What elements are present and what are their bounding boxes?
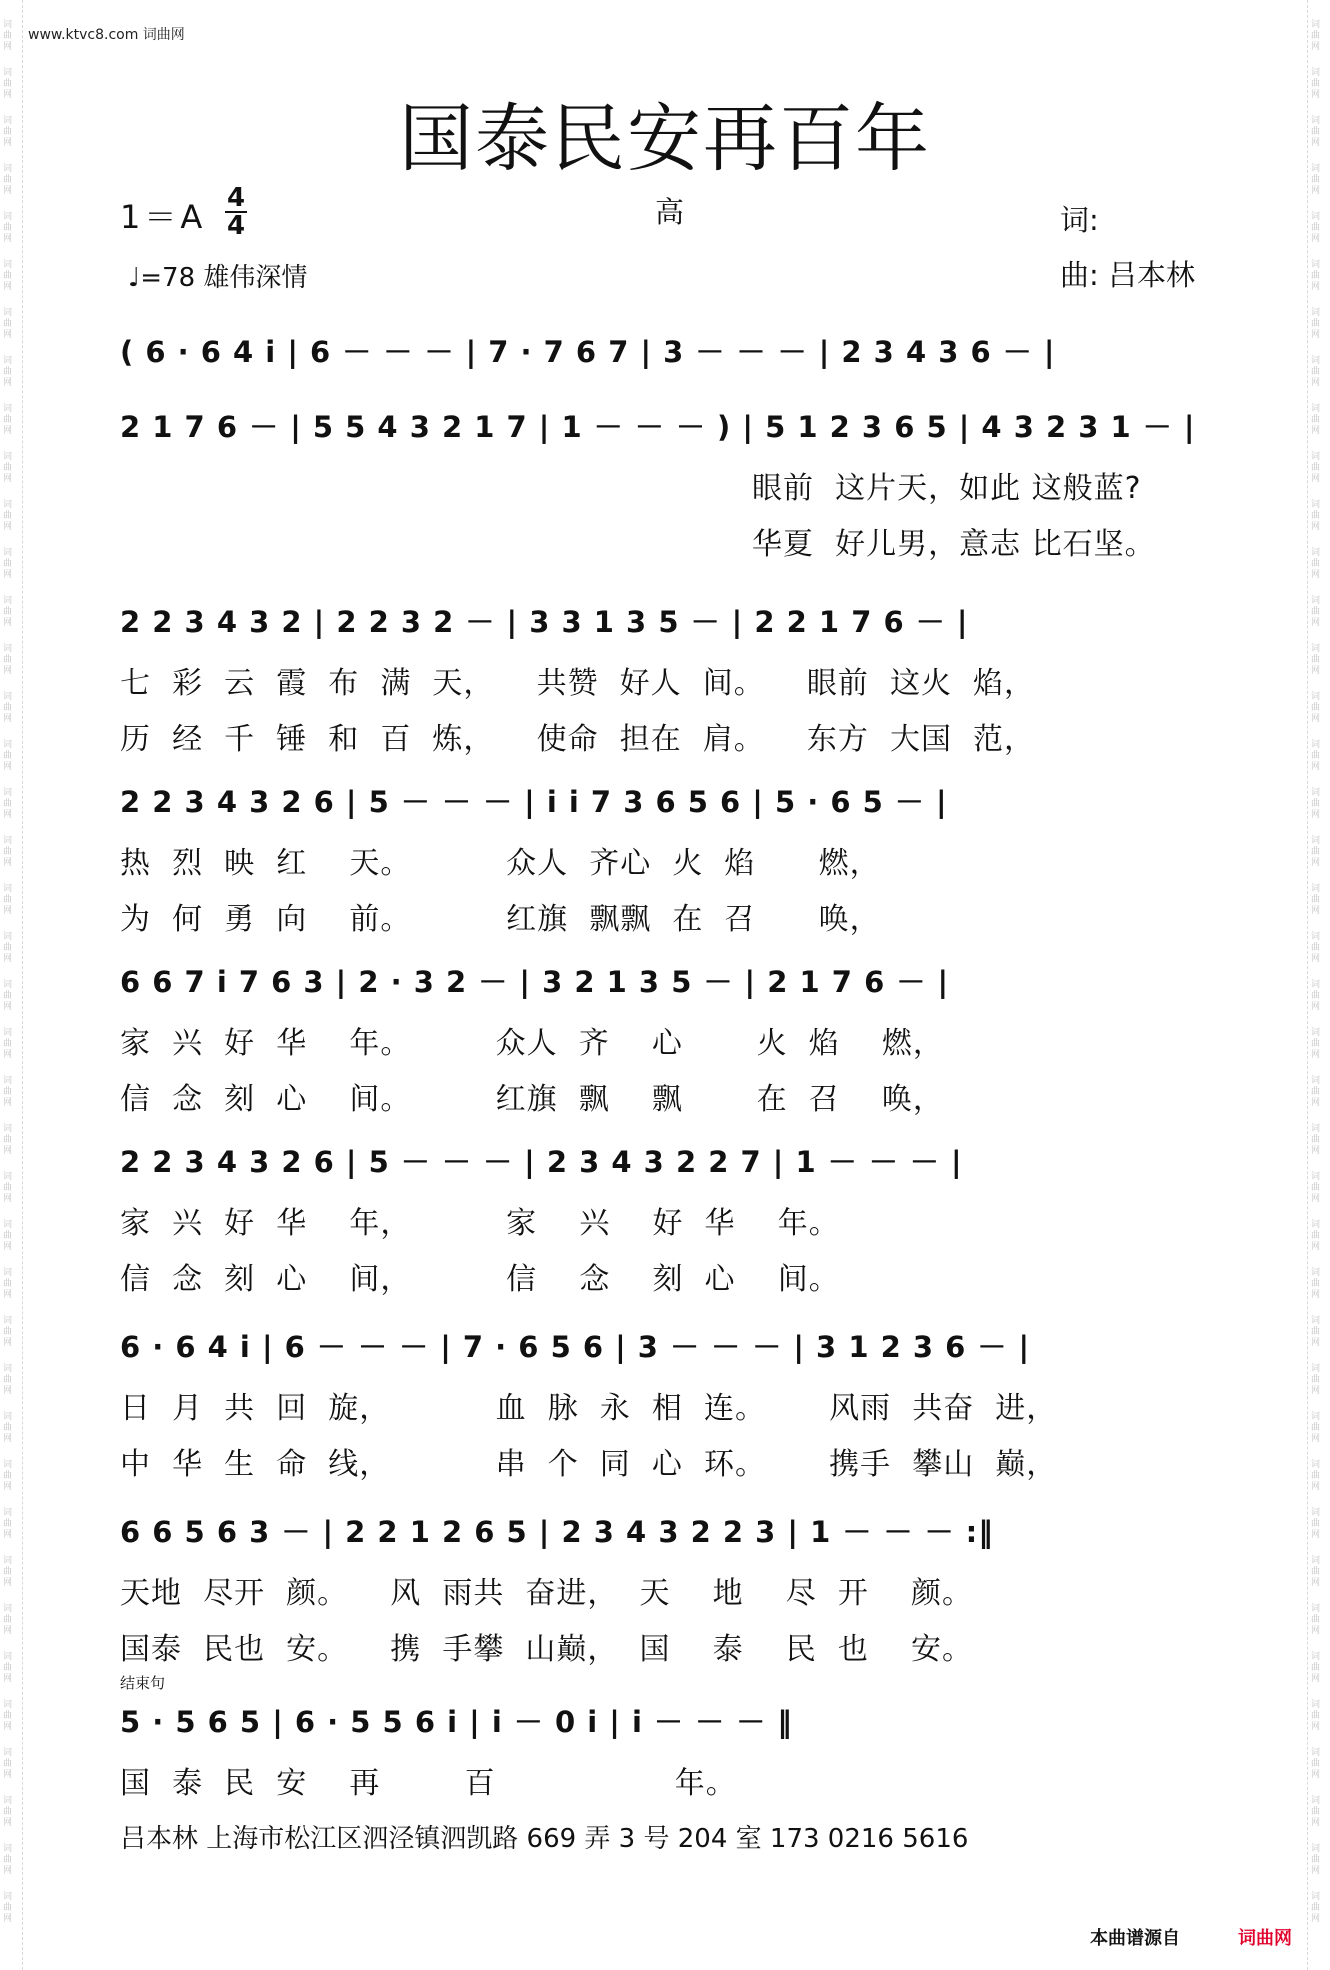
side-watermark-text: 词曲网 (3, 1220, 13, 1252)
side-watermark-text: 词曲网 (1311, 596, 1321, 628)
time-signature-top: 4 (226, 183, 246, 213)
side-watermark-text: 词曲网 (3, 788, 13, 820)
site-url: www.ktvc8.com 词曲网 (28, 27, 185, 43)
lyric-line: 眼前 这片天，如此 这般蓝? (752, 471, 1142, 506)
side-watermark-text: 词曲网 (3, 1172, 13, 1204)
side-watermark-text: 词曲网 (3, 692, 13, 724)
side-watermark-text: 词曲网 (3, 1508, 13, 1540)
side-watermark-text: 词曲网 (1311, 548, 1321, 580)
notation-line: 2 2 3 4 3 2 | 2 2 3 2 － | 3 3 1 3 5 － | 2 2 1 7 6 － | (120, 605, 969, 639)
side-watermark-text: 词曲网 (1311, 20, 1321, 52)
side-watermark-text: 词曲网 (1311, 1604, 1321, 1636)
side-watermark-text: 词曲网 (1311, 68, 1321, 100)
side-watermark-text: 词曲网 (1311, 1172, 1321, 1204)
lyric-line: 信 念 刻 心 间。 红旗 飘 飘 在 召 唤， (120, 1082, 944, 1117)
side-watermark-text: 词曲网 (1311, 1028, 1321, 1060)
notation-line: 2 2 3 4 3 2 6 | 5 － － － | 2 3 4 3 2 2 7 | 1 － － － | (120, 1145, 963, 1179)
side-watermark-text: 词曲网 (1311, 1556, 1321, 1588)
side-watermark-text: 词曲网 (1311, 1508, 1321, 1540)
key-signature: 1＝A (120, 198, 207, 236)
side-watermark-text: 词曲网 (3, 1844, 13, 1876)
composer-credit: 曲: 吕本林 (1060, 258, 1195, 292)
side-watermark-text: 词曲网 (3, 1268, 13, 1300)
side-watermark-text: 词曲网 (1311, 1748, 1321, 1780)
notation-line: 5 · 5 6 5 | 6 · 5 5 6 i | i － 0 i | i － － － ‖ (120, 1705, 793, 1739)
side-watermark-text: 词曲网 (3, 548, 13, 580)
side-watermark-text: 词曲网 (3, 1076, 13, 1108)
side-watermark-text: 词曲网 (1311, 1892, 1321, 1924)
side-watermark-text: 词曲网 (3, 980, 13, 1012)
notation-line: 2 1 7 6 － | 5 5 4 3 2 1 7 | 1 － － － ) | 5 1 2 3 6 5 | 4 3 2 3 1 － | (120, 410, 1196, 444)
side-watermark-text: 词曲网 (1311, 404, 1321, 436)
side-watermark-text: 词曲网 (1311, 740, 1321, 772)
lyric-line: 为 何 勇 向 前。 红旗 飘飘 在 召 唤， (120, 902, 881, 937)
lyricist-name: 高 (655, 195, 685, 229)
time-signature-bottom: 4 (226, 211, 246, 241)
right-margin-watermark-strip (1307, 0, 1330, 1970)
side-watermark-text: 词曲网 (1311, 452, 1321, 484)
footer-brand: 词曲网 (1238, 1928, 1292, 1949)
side-watermark-text: 词曲网 (1311, 1652, 1321, 1684)
contact-info: 吕本林 上海市松江区泗泾镇泗凯路 669 弄 3 号 204 室 173 0216 5616 (120, 1824, 969, 1854)
side-watermark-text: 词曲网 (3, 1556, 13, 1588)
side-watermark-text: 词曲网 (3, 164, 13, 196)
lyric-line: 家 兴 好 华 年， 家 兴 好 华 年。 (120, 1206, 840, 1241)
side-watermark-text: 词曲网 (3, 68, 13, 100)
side-watermark-text: 词曲网 (3, 308, 13, 340)
side-watermark-text: 词曲网 (3, 212, 13, 244)
song-title: 国泰民安再百年 (399, 96, 931, 182)
side-watermark-text: 词曲网 (3, 1700, 13, 1732)
side-watermark-text: 词曲网 (1311, 1844, 1321, 1876)
side-watermark-text: 词曲网 (1311, 980, 1321, 1012)
side-watermark-text: 词曲网 (1311, 164, 1321, 196)
side-watermark-text: 词曲网 (1311, 1700, 1321, 1732)
side-watermark-text: 词曲网 (1311, 692, 1321, 724)
side-watermark-text: 词曲网 (3, 20, 13, 52)
side-watermark-text: 词曲网 (1311, 1076, 1321, 1108)
lyric-line: 天地 尽开 颜。 风 雨共 奋进， 天 地 尽 开 颜。 (120, 1576, 974, 1611)
lyric-line: 中 华 生 命 线， 串 个 同 心 环。 携手 攀山 巅， (120, 1447, 1058, 1482)
side-watermark-text: 词曲网 (1311, 1460, 1321, 1492)
side-watermark-text: 词曲网 (1311, 116, 1321, 148)
side-watermark-text: 词曲网 (3, 740, 13, 772)
side-watermark-text: 词曲网 (1311, 212, 1321, 244)
tempo-marking: ♩=78 雄伟深情 (128, 263, 308, 293)
side-watermark-text: 词曲网 (3, 1652, 13, 1684)
side-watermark-text: 词曲网 (3, 1748, 13, 1780)
side-watermark-text: 词曲网 (1311, 356, 1321, 388)
side-watermark-text: 词曲网 (1311, 1316, 1321, 1348)
side-watermark-text: 词曲网 (3, 452, 13, 484)
side-watermark-text: 词曲网 (3, 116, 13, 148)
notation-line: 2 2 3 4 3 2 6 | 5 － － － | i i 7 3 6 5 6 | 5 · 6 5 － | (120, 785, 948, 819)
side-watermark-text: 词曲网 (3, 1124, 13, 1156)
side-watermark-text: 词曲网 (3, 884, 13, 916)
lyric-line: 信 念 刻 心 间， 信 念 刻 心 间。 (120, 1262, 840, 1297)
side-watermark-text: 词曲网 (1311, 308, 1321, 340)
side-watermark-text: 词曲网 (3, 1412, 13, 1444)
footer-source: 本曲谱源自 (1090, 1928, 1180, 1949)
side-watermark-text: 词曲网 (3, 1316, 13, 1348)
side-watermark-text: 词曲网 (3, 644, 13, 676)
side-watermark-text: 词曲网 (1311, 1124, 1321, 1156)
side-watermark-text: 词曲网 (3, 356, 13, 388)
side-watermark-text: 词曲网 (3, 1604, 13, 1636)
side-watermark-text: 词曲网 (3, 596, 13, 628)
side-watermark-text: 词曲网 (3, 932, 13, 964)
lyric-line: 七 彩 云 霞 布 满 天， 共赞 好人 间。 眼前 这火 焰， (120, 666, 1036, 701)
side-watermark-text: 词曲网 (3, 1892, 13, 1924)
lyric-line: 历 经 千 锤 和 百 炼， 使命 担在 肩。 东方 大国 范， (120, 722, 1036, 757)
side-watermark-text: 词曲网 (3, 836, 13, 868)
side-watermark-text: 词曲网 (1311, 500, 1321, 532)
left-margin-watermark-strip (0, 0, 23, 1970)
side-watermark-text: 词曲网 (1311, 260, 1321, 292)
lyric-line: 家 兴 好 华 年。 众人 齐 心 火 焰 燃， (120, 1026, 944, 1061)
side-watermark-text: 词曲网 (1311, 1268, 1321, 1300)
notation-line: ( 6 · 6 4 i | 6 － － － | 7 · 7 6 7 | 3 － － － | 2 3 4 3 6 － | (120, 335, 1056, 369)
lyric-line: 国 泰 民 安 再 百 年。 (120, 1766, 737, 1801)
side-watermark-text: 词曲网 (1311, 932, 1321, 964)
lyric-line: 日 月 共 回 旋， 血 脉 永 相 连。 风雨 共奋 进， (120, 1391, 1058, 1426)
notation-line: 6 6 5 6 3 － | 2 2 1 2 6 5 | 2 3 4 3 2 2 3 | 1 － － － :‖ (120, 1515, 994, 1549)
side-watermark-text: 词曲网 (1311, 1364, 1321, 1396)
lyric-line: 热 烈 映 红 天。 众人 齐心 火 焰 燃， (120, 846, 881, 881)
lyric-line: 国泰 民也 安。 携 手攀 山巅， 国 泰 民 也 安。 (120, 1632, 974, 1667)
time-signature (225, 183, 247, 241)
side-watermark-text: 词曲网 (1311, 788, 1321, 820)
side-watermark-text: 词曲网 (3, 1364, 13, 1396)
lyric-line: 华夏 好儿男，意志 比石坚。 (752, 527, 1156, 562)
side-watermark-text: 词曲网 (3, 1028, 13, 1060)
side-watermark-text: 词曲网 (1311, 644, 1321, 676)
side-watermark-text: 词曲网 (1311, 836, 1321, 868)
side-watermark-text: 词曲网 (3, 500, 13, 532)
side-watermark-text: 词曲网 (3, 260, 13, 292)
notation-line: 6 · 6 4 i | 6 － － － | 7 · 6 5 6 | 3 － － － | 3 1 2 3 6 － | (120, 1330, 1031, 1364)
section-label: 结束句 (120, 1674, 166, 1692)
side-watermark-text: 词曲网 (1311, 884, 1321, 916)
side-watermark-text: 词曲网 (3, 1796, 13, 1828)
side-watermark-text: 词曲网 (3, 1460, 13, 1492)
side-watermark-text: 词曲网 (3, 404, 13, 436)
notation-line: 6 6 7 i 7 6 3 | 2 · 3 2 － | 3 2 1 3 5 － | 2 1 7 6 － | (120, 965, 950, 999)
side-watermark-text: 词曲网 (1311, 1412, 1321, 1444)
lyricist-label: 词: (1060, 203, 1099, 237)
side-watermark-text: 词曲网 (1311, 1796, 1321, 1828)
side-watermark-text: 词曲网 (1311, 1220, 1321, 1252)
